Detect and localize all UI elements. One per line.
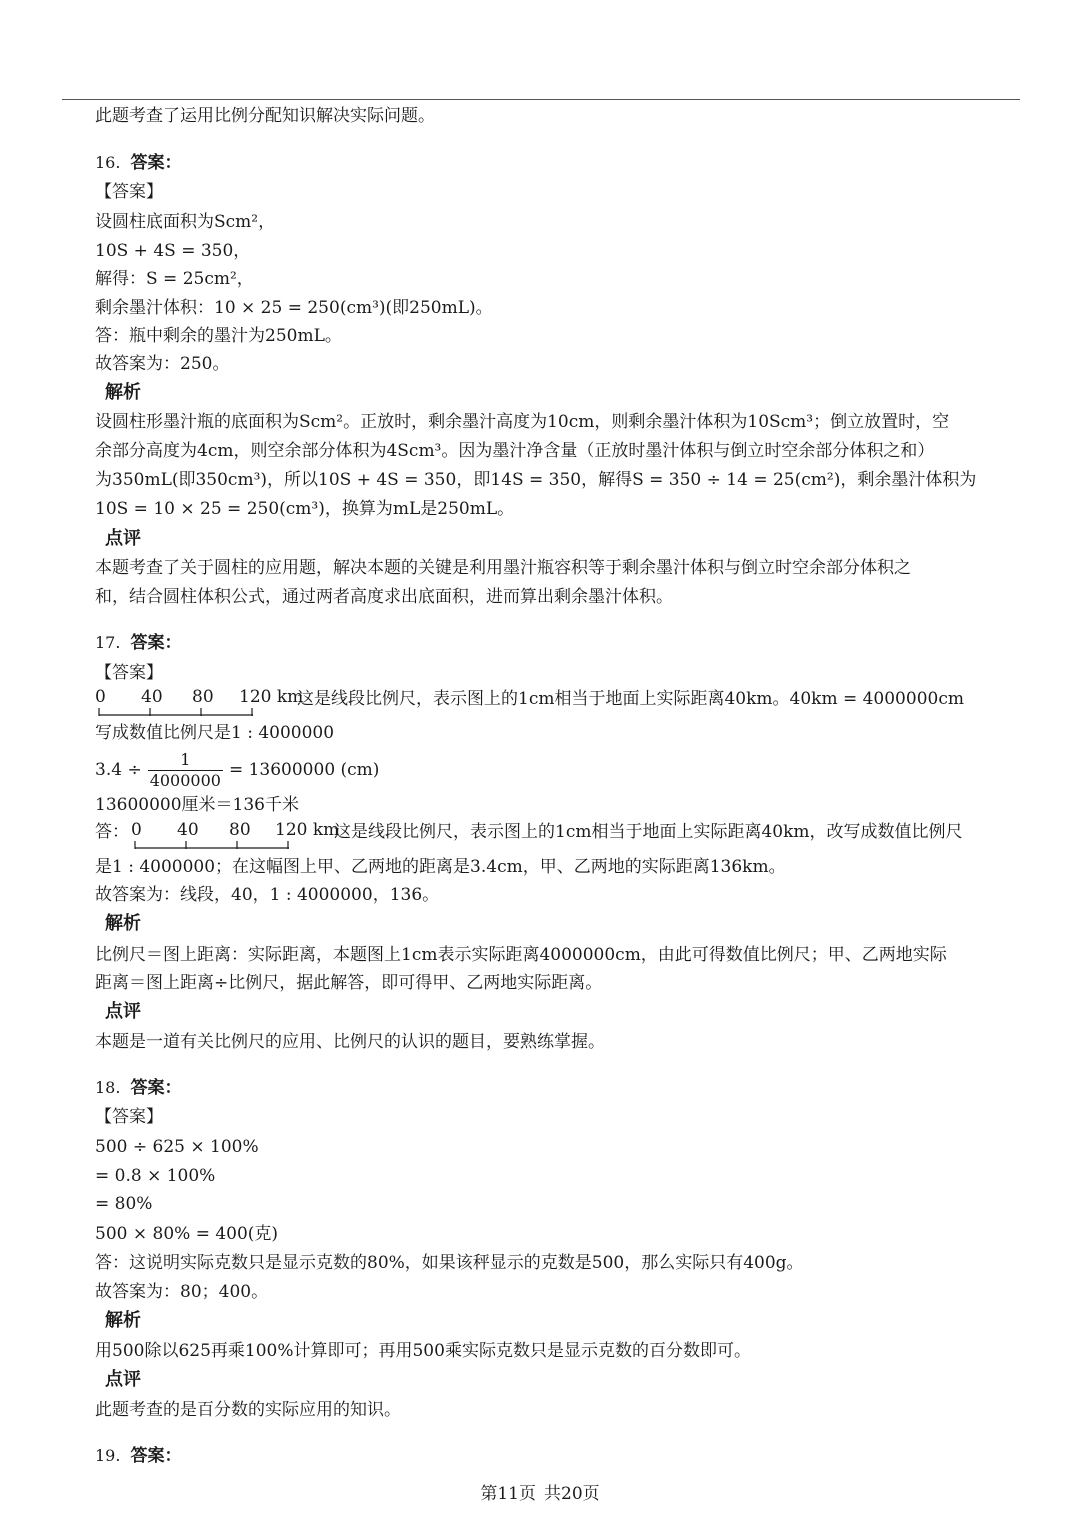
q18-answer-tag: 【答案】 bbox=[95, 1107, 163, 1127]
header-rule bbox=[62, 99, 1020, 100]
q17-line6: 是1 : 4000000；在这幅图上甲、乙两地的距离是3.4cm，甲、乙两地的实际距离136km。 bbox=[95, 857, 786, 877]
q17-calc-prefix: 3.4 ÷ bbox=[95, 760, 142, 780]
q17-number: 17. bbox=[95, 633, 121, 652]
q19-heading bbox=[95, 1445, 181, 1467]
q18-comment-title: 点评 bbox=[105, 1369, 141, 1390]
q17-scale-bar bbox=[95, 687, 304, 718]
q18-label: 答案： bbox=[130, 1078, 182, 1098]
q17-line5-text: 这是线段比例尺，表示图上的1cm相当于地面上实际距离40km，改写成数值比例尺 bbox=[334, 822, 963, 842]
q18-answer-line: 500 ÷ 625 × 100% bbox=[95, 1137, 259, 1157]
page-number: 第11页 bbox=[480, 1484, 536, 1504]
q17-line1-text: 这是线段比例尺，表示图上的1cm相当于地面上实际距离40km。40km = 4000000cm bbox=[297, 689, 964, 709]
page-footer bbox=[0, 1479, 1080, 1504]
q18-answer-line: = 80% bbox=[95, 1194, 153, 1214]
scale-label-0: 0 bbox=[95, 687, 106, 707]
q16-analysis-line: 为350mL(即350cm³)，所以10S + 4S = 350，即14S = 350，解得S = 350 ÷ 14 = 25(cm²)，剩余墨汁体积为 bbox=[95, 470, 977, 490]
scale-ruler bbox=[95, 707, 297, 717]
q19-label: 答案： bbox=[130, 1446, 182, 1466]
q18-answer-line: 500 × 80% = 400(克) bbox=[95, 1224, 279, 1244]
q16-comment-line: 本题考查了关于圆柱的应用题，解决本题的关键是利用墨汁瓶容积等于剩余墨汁体积与倒立时空余部分体积之 bbox=[95, 558, 911, 578]
scale-label-80: 80 bbox=[192, 687, 214, 707]
q17-analysis-line: 比例尺＝图上距离：实际距离，本题图上1cm表示实际距离4000000cm，由此可得数值比例尺；甲、乙两地实际 bbox=[95, 945, 947, 965]
q17-analysis-line: 距离＝图上距离÷比例尺，据此解答，即可得甲、乙两地实际距离。 bbox=[95, 973, 603, 993]
q16-answer-line: 剩余墨汁体积：10 × 25 = 250(cm³)(即250mL)。 bbox=[95, 298, 493, 318]
q17-answer-tag: 【答案】 bbox=[95, 663, 163, 683]
q16-answer-line: 10S + 4S = 350， bbox=[95, 241, 251, 261]
scale-label-120: 120 km bbox=[275, 820, 340, 840]
q17-scale-line-2 bbox=[95, 821, 963, 851]
q17-fraction bbox=[148, 750, 223, 791]
scale-label-80: 80 bbox=[229, 820, 251, 840]
top-line: 此题考查了运用比例分配知识解决实际问题。 bbox=[95, 106, 435, 126]
q16-analysis-line: 余部分高度为4cm，则空余部分体积为4Scm³。因为墨汁净含量（正放时墨汁体积与倒立时空余部分体积之和） bbox=[95, 441, 935, 461]
page-total: 共20页 bbox=[544, 1484, 600, 1504]
q16-analysis-line: 10S = 10 × 25 = 250(cm³)，换算为mL是250mL。 bbox=[95, 499, 515, 519]
q16-comment-title: 点评 bbox=[105, 528, 141, 549]
q18-answer-line: = 0.8 × 100% bbox=[95, 1166, 216, 1186]
q17-scale-line-1 bbox=[95, 688, 964, 718]
q17-scale-bar-2 bbox=[129, 820, 340, 851]
q16-analysis-title: 解析 bbox=[105, 382, 141, 403]
q16-answer-line: 故答案为：250。 bbox=[95, 354, 230, 374]
q19-number: 19. bbox=[95, 1446, 121, 1465]
q17-answer-prefix: 答： bbox=[95, 822, 129, 842]
frac-denominator: 4000000 bbox=[149, 771, 221, 790]
q16-label: 答案： bbox=[130, 153, 182, 173]
q16-number: 16. bbox=[95, 153, 121, 172]
q18-comment-line: 此题考查的是百分数的实际应用的知识。 bbox=[95, 1400, 401, 1420]
q17-comment-line: 本题是一道有关比例尺的应用、比例尺的认识的题目，要熟练掌握。 bbox=[95, 1032, 605, 1052]
scale-label-120: 120 km bbox=[239, 687, 304, 707]
q16-heading bbox=[95, 152, 181, 174]
q18-heading bbox=[95, 1077, 181, 1099]
q17-analysis-title: 解析 bbox=[105, 913, 141, 934]
q17-comment-title: 点评 bbox=[105, 1001, 141, 1022]
scale-label-40: 40 bbox=[141, 687, 163, 707]
frac-numerator: 1 bbox=[180, 750, 191, 769]
scale-ruler bbox=[129, 840, 334, 850]
q17-label: 答案： bbox=[130, 633, 182, 653]
scale-label-40: 40 bbox=[177, 820, 199, 840]
q16-answer-tag: 【答案】 bbox=[95, 182, 163, 202]
q17-calc-suffix: = 13600000 (cm) bbox=[228, 760, 380, 780]
q16-answer-line: 设圆柱底面积为Scm²， bbox=[95, 212, 276, 232]
q16-comment-line: 和，结合圆柱体积公式，通过两者高度求出底面积，进而算出剩余墨汁体积。 bbox=[95, 587, 673, 607]
q18-analysis-title: 解析 bbox=[105, 1310, 141, 1331]
q17-calc-line bbox=[95, 750, 379, 791]
q18-analysis-line: 用500除以625再乘100%计算即可；再用500乘实际克数只是显示克数的百分数即可。 bbox=[95, 1341, 751, 1361]
scale-label-0: 0 bbox=[131, 820, 142, 840]
q18-number: 18. bbox=[95, 1078, 121, 1097]
q17-line2: 写成数值比例尺是1 : 4000000 bbox=[95, 723, 335, 743]
q18-answer-line: 故答案为：80；400。 bbox=[95, 1282, 269, 1302]
q17-line4: 13600000厘米＝136千米 bbox=[95, 795, 299, 815]
q17-line7: 故答案为：线段，40，1 : 4000000，136。 bbox=[95, 885, 440, 905]
q17-heading bbox=[95, 632, 181, 654]
q16-analysis-line: 设圆柱形墨汁瓶的底面积为Scm²。正放时，剩余墨汁高度为10cm，则剩余墨汁体积为10Scm³；倒立放置时，空 bbox=[95, 412, 950, 432]
q18-answer-line: 答：这说明实际克数只是显示克数的80%，如果该秤显示的克数是500，那么实际只有400g。 bbox=[95, 1253, 804, 1273]
q16-answer-line: 答：瓶中剩余的墨汁为250mL。 bbox=[95, 326, 342, 346]
q16-answer-line: 解得：S = 25cm²， bbox=[95, 269, 254, 289]
